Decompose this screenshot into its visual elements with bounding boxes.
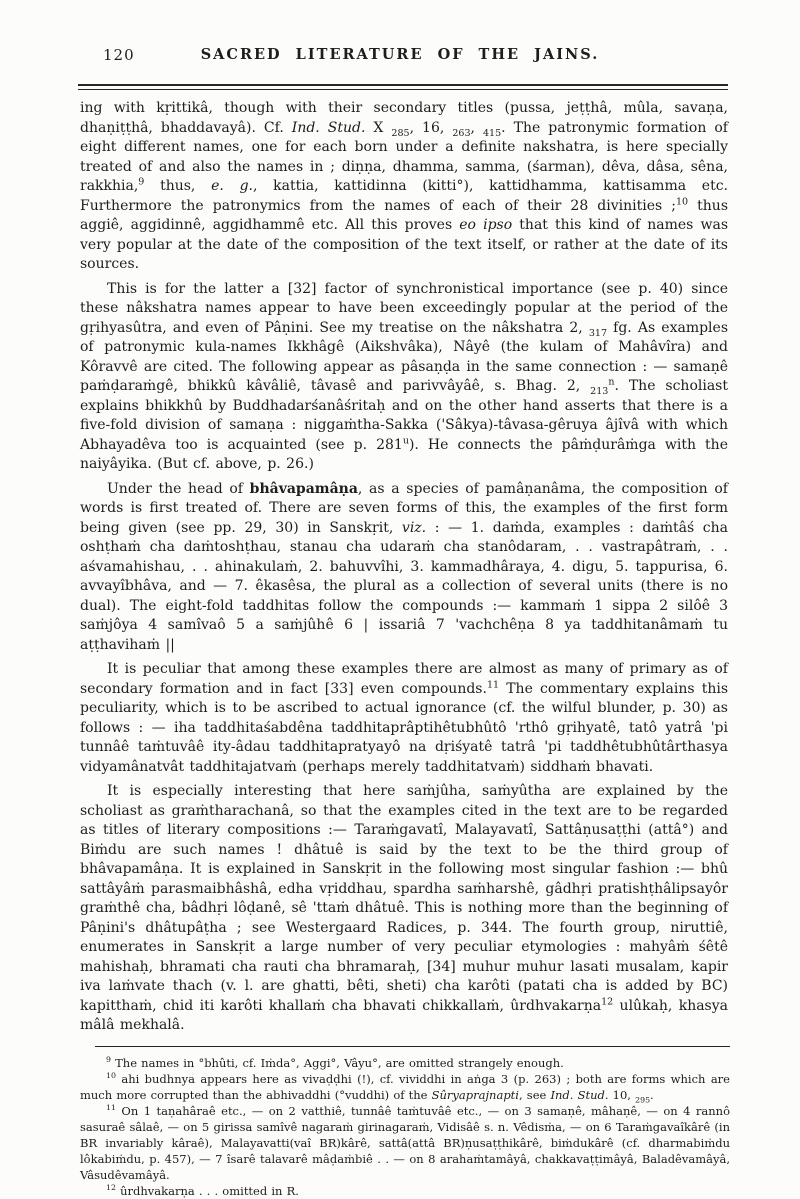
text-segment: This is for the latter a [32] factor of synchronistical importance (see p. 40) since these nâkshatra names appear to have been exceedingly popular at the period of the gṛihyasûtra, and even of Pâṇini. See my treatise on the nâkshatra 2, <box>80 280 728 336</box>
text-segment: 9 <box>106 1054 111 1064</box>
text-segment: 10 <box>106 1070 116 1080</box>
text-segment: e. g. <box>211 178 253 194</box>
text-segment: , kattia, kattidinna (kitti°), kattidhamma, kattisamma etc. Furthermore the patronymics from the names of each of their 28 divinities ; <box>80 178 728 214</box>
text-segment: thus, <box>144 178 212 194</box>
page-title: SACRED LITERATURE OF THE JAINS. <box>200 46 600 63</box>
text-segment: X <box>365 119 392 136</box>
footnote <box>80 1103 730 1183</box>
page-number: 120 <box>103 46 135 64</box>
text-segment: u <box>402 434 409 446</box>
footnote <box>80 1055 730 1071</box>
text-segment: , see <box>518 1087 551 1102</box>
text-segment: The commentary explains this peculiarity, which is to be ascribed to actual ignorance (cf. the wilful blunder, p. 30) as follows : — iha taddhitaśabdêna taddhitaprâptihêtubhûtô 'rthô gṛihyatê, tatô yatrâ 'pi tunnâê taṁtuvâê ity-âdau taddhitapratyayô na dṛiśyatê tatrâ 'pi taddhêtubhûtârthasya vidyamânatvât taddhitajatvaṁ (perhaps merely taddhitatvaṁ) siddhaṁ bhavati. <box>80 680 729 775</box>
text-segment: 295 <box>635 1094 651 1104</box>
footnote <box>80 1183 730 1199</box>
text-segment: ). He connects the pâṁḍurâṁga with the naiyâyika. (But cf. above, p. 26.) <box>80 436 728 472</box>
text-segment: thus aggiê, aggidinnê, aggidhammê etc. All this proves <box>80 197 728 233</box>
text-segment: 10, <box>608 1087 636 1102</box>
text-segment: On 1 taṇahâraê etc., — on 2 vatthiê, tunnâê taṁtuvâê etc., — on 3 samaṇê, mâhaṇê, — on 4 rannô sasuraê sâlaê, — on 5 girissa samîvê nagaraṁ girinagaraṁ, Vidisâê s. n. Vêdisṁa, — on 6 Taraṁgavaîkârê (in BR invariably kâraê), Malayavatti(vaî BR)kârê, sattâ(attâ BR)ṇusaṭṭhikârê, biṁdukârê (cf. dharmabiṁdu lôkabiṁdu, p. 457), — 7 îsarê talavarê mâḍaṁbiê . . — on 8 arahaṁtamâyâ, chakkavaṭṭimâyâ, Baladêvamâyâ, Vâsudêvamâyâ. <box>80 1103 730 1182</box>
footnote-separator-rule <box>95 1046 730 1047</box>
text-segment: 415 <box>482 127 502 139</box>
text-segment: Ind. Stud. <box>291 119 366 136</box>
text-segment: 317 <box>588 327 608 339</box>
text-segment: Ind. Stud. <box>550 1087 609 1102</box>
text-segment: , <box>470 119 483 136</box>
paragraph <box>80 782 728 1036</box>
text-segment: n <box>608 376 615 388</box>
text-segment: : — 1. daṁda, examples : daṁtâś cha oshṭhaṁ cha daṁtoshṭhau, stanau cha udaraṁ cha stanôdaram, . . vastrapâtraṁ, . . aśvamahishau, . . ahinakulaṁ, 2. bahuvvîhi, 3. kammadhâraya, 4. digu, 5. tappurisa, 6. avvayîbhâva, and — 7. êkasêsa, the plural as a collection of several units (there is no dual). The eight-fold taddhitas follow the compounds :— kammaṁ 1 sippa 2 silôê 3 saṁjôya 4 samîvaô 5 a saṁjûhê 6 | issariâ 7 'vachchêṇa 8 ya taddhitanâmaṁ tu aṭṭhavihaṁ || <box>80 519 728 653</box>
text-segment: The names in °bhûti, cf. Iṁda°, Aggi°, Vâyu°, are omitted strangely enough. <box>110 1055 564 1070</box>
main-text <box>80 99 728 1036</box>
text-segment: eo ipso <box>459 217 513 233</box>
text-segment: viz. <box>401 519 427 536</box>
text-segment: . <box>650 1087 654 1102</box>
text-segment: 11 <box>486 678 500 690</box>
text-segment: 213 <box>590 385 609 397</box>
paragraph <box>80 480 728 656</box>
footnote <box>80 1071 730 1103</box>
text-segment: Sûryaprajnapti <box>431 1087 519 1102</box>
paragraph <box>80 280 728 475</box>
footnotes <box>80 1055 730 1199</box>
text-segment: , as a species of pamâṇanâma, the composition of words is first treated of. There are seven forms of this, the examples of the first form being given (see pp. 29, 30) in Sanskṛit, <box>80 480 728 536</box>
text-segment: that this kind of names was very popular at the date of the composition of the text itself, or rather at the date of its sources. <box>80 217 729 272</box>
text-segment: 285 <box>391 127 410 139</box>
text-segment: Under the head of <box>107 480 250 497</box>
text-segment: It is peculiar that among these examples there are almost as many of primary as of secondary formation and in fact [33] even compounds. <box>80 661 728 697</box>
text-segment: 10 <box>675 195 689 207</box>
text-segment: ing with kṛittikâ, though with their secondary titles (pussa, jeṭṭhâ, mûla, savaṇa, dhaṇiṭṭhâ, bhaddavayâ). Cf. <box>80 100 728 136</box>
text-segment: . The scholiast explains bhikkhû by Buddhadarśanâśritaḥ and on the other hand asserts that there is a five-fold division of samaṇa : niggaṁtha-Sakka ('Sâkya)-tâvasa-gêruya âjîvâ with which Abhayadêva too is acquainted (see p. 281 <box>80 378 728 453</box>
text-segment: 9 <box>138 176 145 188</box>
text-segment: 12 <box>106 1182 116 1192</box>
page-header <box>0 0 800 78</box>
text-segment: , 16, <box>409 119 453 136</box>
text-segment: . The patronymic formation of eight different names, one for each born under a definite nakshatra, is here specially treated of and also the names in ; diṇṇa, dhamma, samma, (śarman), dêva, dâsa, sêna, rakkhia, <box>80 119 728 194</box>
paragraph <box>80 99 728 275</box>
text-segment: 12 <box>601 995 614 1007</box>
text-segment: ahi budhnya appears here as vivaḍḍhi (!), cf. vividdhi in aṅga 3 (p. 263) ; both are forms which are much more corrupted than the abhivaddhi (°vuddhi) of the <box>80 1071 730 1102</box>
text-segment: ulûkaḥ, khasya mâlâ mekhalâ. <box>80 997 728 1033</box>
text-segment: 263 <box>452 127 471 139</box>
text-segment: bhâvapamâṇa <box>249 480 358 497</box>
text-segment: fg. As examples of patronymic kula-names Ikkhâgê (Aikshvâka), Nâyê (the kulam of Mahâvîra) and Kôravvê are cited. The following appear as pâsaṇḍa in the same connection : — samaṇê paṁḍaraṁgê, bhikkû kâvâliê, tâvasê and parivvâyâê, s. Bhag. 2, <box>80 319 728 394</box>
text-segment: ûrdhvakarṇa . . . omitted in R. <box>115 1183 299 1198</box>
text-segment: It is especially interesting that here saṁjûha, saṁyûtha are explained by the scholiast as graṁtharachanâ, so that the examples cited in the text are to be regarded as titles of literary compositions :— Taraṁgavatî, Malayavatî, Sattâṇusaṭṭhi (attâ°) and Biṁdu are such names ! dhâtuê is said by the text to be the third group of bhâvapamâṇa. It is explained in Sanskṛit in the following most singular fashion :— bhû sattâyâṁ parasmaibhâshâ, edha vṛiddhau, spardha saṁharshê, gâdhṛi pratishṭhâlipsayôr graṁthê cha, bâdhṛi lôḍanê, sê 'ttaṁ dhâtuê. This is nothing more than the beginning of Pâṇini's dhâtupâṭha ; see Westergaard Radices, p. 344. The fourth group, niruttiê, enumerates in Sanskṛit a large number of very peculiar etymologies : mahyâṁ śêtê mahishaḥ, bhramati cha rauti cha bhramaraḥ, [34] muhur muhur lasati musalam, kapir iva laṁvate thach (v. l. are ghatti, bêti, sheti) cha karôti (patati cha is added by BC) kapitthaṁ, chid iti karôti khallaṁ cha bhavati chikkallaṁ, ûrdhvakarṇa <box>80 783 728 1014</box>
header-double-rule <box>78 84 728 90</box>
text-segment: 11 <box>106 1102 116 1112</box>
paragraph <box>80 660 728 777</box>
